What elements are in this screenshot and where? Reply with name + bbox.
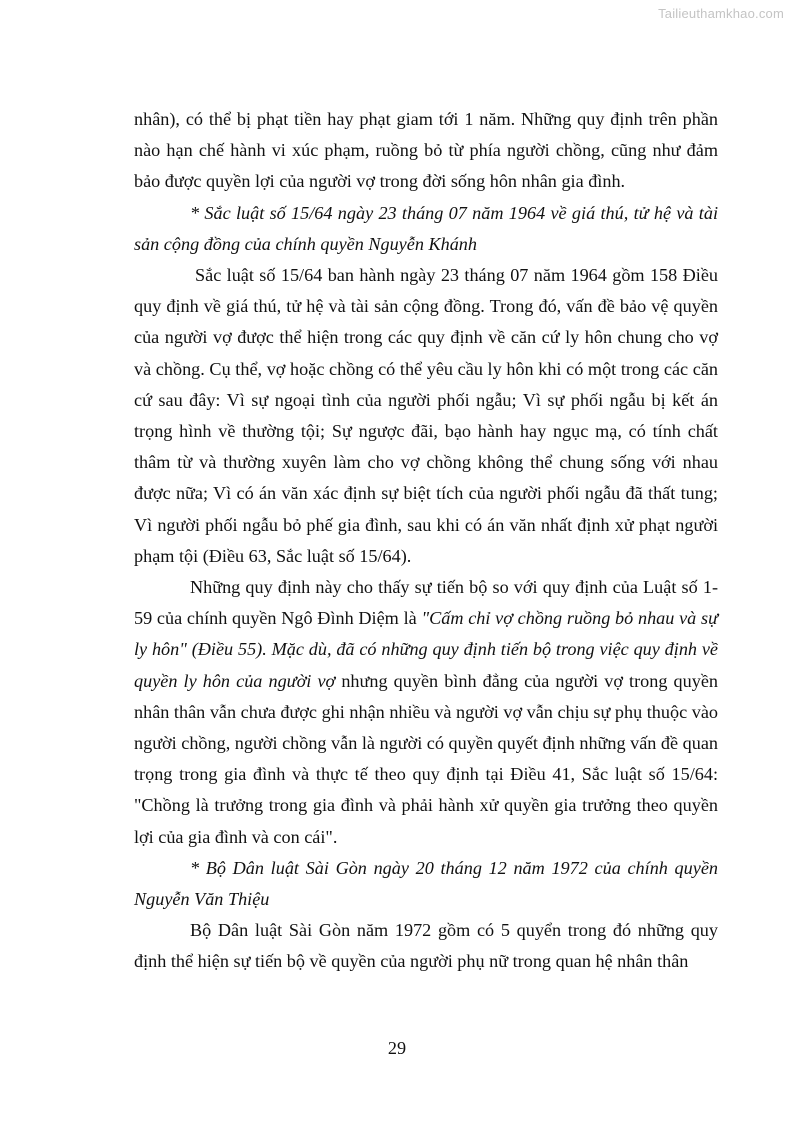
document-body (134, 104, 718, 978)
paragraph-civil-code-1972: Bộ Dân luật Sài Gòn năm 1972 gồm có 5 quyển trong đó những quy định thể hiện sự tiến bộ về quyền của người phụ nữ trong quan hệ nhân thân (134, 920, 718, 972)
paragraph-decree-15-64: Sắc luật số 15/64 ban hành ngày 23 tháng 07 năm 1964 gồm 158 Điều quy định về giá thú, tử hệ và tài sản cộng đồng. Trong đó, vấn đề bảo vệ quyền của người vợ được thể hiện trong các quy định về căn cứ ly hôn chung cho vợ và chồng. Cụ thể, vợ hoặc chồng có thể yêu cầu ly hôn khi có một trong các căn cứ sau đây: Vì sự ngoại tình của người phối ngẫu; Vì sự phối ngẫu bị kết án trọng hình về thường tội; Sự ngược đãi, bạo hành hay ngục mạ, có tính chất thâm từ và thường xuyên làm cho vợ chồng không thể chung sống với nhau được nữa; Vì có án văn xác định sự biệt tích của người phối ngẫu đã thất tung; Vì người phối ngẫu bỏ phế gia đình, sau khi có án văn nhất định xử phạt người phạm tội (Điều 63, Sắc luật số 15/64). (134, 265, 718, 566)
page-number: 29 (387, 1038, 407, 1058)
watermark: Tailieuthamkhao.com (658, 6, 784, 21)
comparison-text-end: nhưng quyền bình đẳng của người vợ trong quyền nhân thân vẫn chưa được ghi nhận nhiều và người vợ vẫn chịu sự phụ thuộc vào người chồng, người chồng vẫn là người có quyền quyết định những vấn đề quan trọng trong gia đình và thực tế theo quy định tại Điều 41, Sắc luật số 15/64: "Chồng là trưởng trong gia đình và phải hành xử quyền gia trưởng theo quyền lợi của gia đình và con cái". (134, 670, 718, 847)
comparison-text-start: Những quy định này cho thấy sự tiến bộ so với quy định của Luật số 1- 59 của chính quyền Ngô Đình Diệm là (134, 577, 718, 629)
comparison-quote-italic: "Cấm chỉ vợ chồng ruồng bỏ nhau và sự ly hôn" (Điều 55). Mặc dù, đã có những quy định tiến bộ trong việc quy định về quyền ly hôn của người vợ (134, 608, 719, 691)
paragraph-comparison (134, 572, 718, 853)
section-heading-civil-code-1972: * Bộ Dân luật Sài Gòn ngày 20 tháng 12 năm 1972 của chính quyền Nguyễn Văn Thiệu (134, 857, 718, 910)
section-heading-decree-15-64: * Sắc luật số 15/64 ngày 23 tháng 07 năm 1964 về giá thú, tử hệ và tài sản cộng đồng của chính quyền Nguyễn Khánh (134, 202, 718, 254)
paragraph-continuation: nhân), có thể bị phạt tiền hay phạt giam tới 1 năm. Những quy định trên phần nào hạn chế hành vi xúc phạm, ruồng bỏ từ phía người chồng, cũng như đảm bảo được quyền lợi của người vợ trong đời sống hôn nhân gia đình. (134, 109, 718, 192)
